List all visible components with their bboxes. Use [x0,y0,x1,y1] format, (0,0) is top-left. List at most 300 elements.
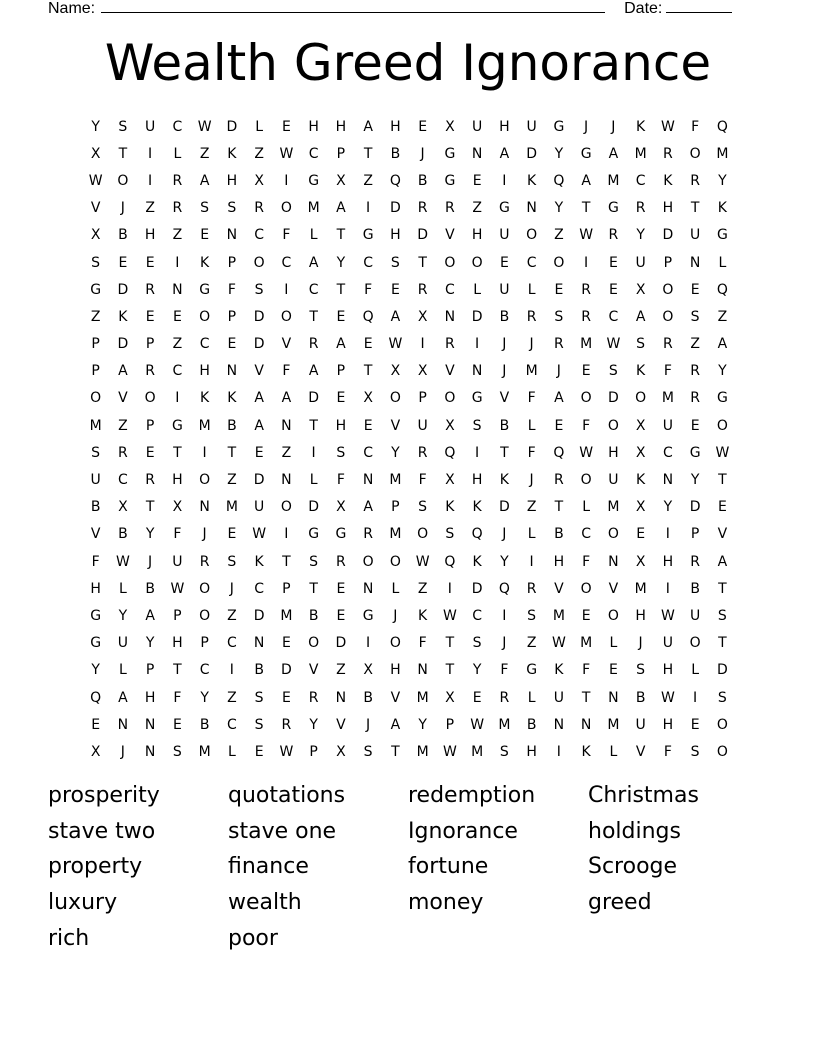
grid-letter: I [148,172,153,189]
grid-letter: X [363,662,373,679]
grid-letter: C [526,254,537,271]
grid-letter: K [118,308,128,325]
header-line [48,0,732,18]
grid-letter: R [635,200,646,217]
grid-letter: T [445,662,455,679]
grid-letter: O [662,308,674,325]
grid-letter: V [281,336,292,353]
grid-letter: G [716,390,728,407]
grid-letter: A [336,336,346,353]
grid-letter: Y [663,499,673,516]
grid-letter: F [582,662,591,679]
grid-letter: D [389,200,401,217]
grid-letter: U [117,635,128,652]
grid-letter: A [363,118,373,135]
grid-letter: B [417,172,428,189]
grid-letter: O [280,308,292,325]
grid-letter: E [281,118,291,135]
grid-letter: Z [145,200,155,217]
word-list-item: finance [228,854,309,880]
grid-letter: Z [90,308,101,325]
grid-letter: S [717,689,727,706]
grid-letter: P [173,607,182,624]
grid-letter: Z [227,472,237,489]
grid-letter: I [311,444,316,461]
grid-letter: O [199,580,211,597]
grid-letter: G [553,118,565,135]
grid-letter: W [579,444,594,461]
grid-letter: K [717,200,727,217]
word-list-item: luxury [48,890,118,916]
grid-letter: M [607,172,620,189]
grid-letter: E [554,281,564,298]
grid-letter: X [336,172,346,189]
word-list [48,778,768,956]
grid-letter: S [717,607,727,624]
grid-letter: T [227,444,237,461]
grid-letter: G [444,145,456,162]
grid-letter: R [663,336,673,353]
grid-letter: F [527,444,536,461]
grid-letter: H [471,472,483,489]
grid-letter: S [390,254,400,271]
grid-letter: G [526,662,538,679]
grid-letter: M [525,363,538,380]
grid-letter: N [199,499,210,516]
grid-letter: B [199,716,210,733]
grid-letter: Z [227,607,237,624]
grid-letter: N [580,716,592,733]
grid-letter: Z [690,336,700,353]
grid-letter: U [635,254,646,271]
grid-letter: L [609,635,618,652]
grid-letter: Z [717,308,728,325]
grid-letter: X [635,281,646,298]
grid-letter: B [227,417,237,434]
grid-letter: Q [716,118,728,135]
grid-letter: X [445,689,455,706]
grid-letter: H [144,227,156,244]
grid-letter: O [471,254,483,271]
grid-letter: V [336,716,346,733]
grid-letter: C [635,172,646,189]
grid-letter: P [663,254,673,271]
grid-letter: L [309,227,318,244]
grid-letter: K [200,390,210,407]
grid-letter: U [172,553,183,570]
grid-letter: R [499,689,510,706]
grid-letter: S [636,336,646,353]
grid-letter: K [227,145,237,162]
grid-letter: B [554,526,564,543]
grid-letter: D [716,662,728,679]
grid-letter: U [526,118,537,135]
grid-letter: G [471,390,483,407]
grid-letter: Z [526,635,537,652]
grid-letter: B [526,716,537,733]
grid-letter: H [308,118,319,135]
grid-letter: M [225,499,238,516]
grid-letter: G [498,200,510,217]
grid-letter: S [554,308,564,325]
grid-letter: U [635,716,646,733]
grid-letter: H [172,635,183,652]
grid-letter: S [118,118,128,135]
grid-letter: H [608,444,619,461]
grid-letter: P [336,145,346,162]
grid-letter: I [175,254,180,271]
grid-letter: N [281,472,292,489]
grid-letter: T [718,580,727,597]
grid-letter: R [690,553,700,570]
grid-letter: N [471,363,483,380]
grid-letter: I [447,580,452,597]
grid-letter: C [199,336,210,353]
grid-letter: P [200,635,209,652]
grid-letter: E [145,308,155,325]
grid-letter: X [90,743,101,760]
grid-letter: P [336,363,346,380]
grid-letter: T [690,200,700,217]
grid-letter: J [502,635,507,652]
grid-letter: D [607,390,619,407]
grid-letter: T [391,743,400,760]
grid-letter: E [200,227,210,244]
grid-letter: U [553,689,564,706]
grid-letter: Z [554,227,564,244]
grid-letter: H [471,227,483,244]
grid-letter: I [475,444,480,461]
grid-letter: P [690,526,700,543]
grid-letter: J [502,526,507,543]
grid-letter: N [362,580,374,597]
grid-letter: R [363,526,373,543]
grid-letter: K [636,118,646,135]
grid-letter: R [199,553,210,570]
grid-letter: V [499,390,510,407]
grid-letter: J [556,363,561,380]
grid-letter: Z [281,444,292,461]
grid-letter: G [308,526,320,543]
grid-letter: E [172,716,182,733]
grid-letter: J [202,526,207,543]
grid-letter: U [690,227,701,244]
grid-letter: R [417,200,428,217]
grid-letter: V [118,390,128,407]
name-field[interactable] [101,0,605,13]
grid-letter: N [172,281,183,298]
grid-letter: L [527,281,536,298]
grid-letter: B [363,689,373,706]
grid-letter: C [117,472,128,489]
grid-letter: A [308,254,319,271]
grid-letter: V [390,417,401,434]
grid-letter: F [282,363,291,380]
grid-letter: H [526,743,537,760]
grid-letter: M [607,716,620,733]
grid-letter: H [635,607,646,624]
grid-letter: Q [553,172,565,189]
grid-letter: Q [553,444,565,461]
word-list-item: Scrooge [588,854,678,880]
grid-letter: E [254,444,264,461]
grid-letter: P [227,308,237,325]
grid-letter: E [145,254,155,271]
grid-letter: C [662,444,673,461]
grid-letter: S [472,417,482,434]
date-field[interactable] [666,0,732,13]
grid-letter: X [635,499,646,516]
grid-letter: I [420,336,425,353]
grid-letter: J [502,363,507,380]
grid-letter: P [91,363,100,380]
grid-letter: H [335,118,347,135]
grid-letter: E [554,417,564,434]
grid-letter: S [254,689,264,706]
grid-letter: Z [172,336,183,353]
grid-letter: T [500,444,509,461]
grid-letter: A [254,390,264,407]
grid-letter: H [662,716,674,733]
grid-letter: B [118,227,128,244]
grid-letter: S [690,743,700,760]
grid-letter: A [499,145,510,162]
grid-letter: C [308,145,319,162]
grid-letter: P [145,417,155,434]
grid-letter: M [416,743,429,760]
grid-letter: B [145,580,155,597]
grid-letter: R [690,390,700,407]
grid-letter: V [554,580,564,597]
grid-letter: V [635,743,646,760]
grid-letter: P [227,254,237,271]
grid-letter: S [690,308,700,325]
grid-letter: X [90,227,101,244]
word-list-item: greed [588,890,652,916]
grid-letter: O [526,227,538,244]
grid-letter: J [229,580,234,597]
grid-letter: E [91,716,101,733]
grid-letter: V [90,526,101,543]
grid-letter: E [581,607,591,624]
grid-letter: C [281,254,292,271]
grid-letter: L [173,145,182,162]
grid-letter: O [253,254,265,271]
grid-letter: E [690,417,700,434]
grid-letter: A [308,363,319,380]
grid-letter: Y [690,472,700,489]
grid-letter: R [554,336,564,353]
grid-letter: X [90,145,101,162]
grid-letter: W [388,336,403,353]
grid-letter: P [391,499,400,516]
grid-letter: E [418,118,428,135]
grid-letter: I [284,281,289,298]
grid-letter: T [581,689,591,706]
grid-letter: X [417,308,428,325]
grid-letter: G [607,200,619,217]
page-title: Wealth Greed Ignorance [104,34,712,92]
grid-letter: Z [199,145,210,162]
grid-letter: D [689,499,701,516]
grid-letter: V [445,227,455,244]
grid-letter: T [336,227,346,244]
grid-letter: T [145,499,155,516]
grid-letter: F [582,417,591,434]
grid-letter: S [527,607,537,624]
grid-letter: C [308,281,319,298]
word-list-item: poor [228,925,278,951]
grid-letter: T [309,580,318,597]
grid-letter: W [606,336,621,353]
grid-letter: U [662,635,673,652]
grid-letter: P [145,336,155,353]
grid-letter: M [389,472,402,489]
grid-letter: H [553,553,565,570]
grid-letter: G [716,227,728,244]
grid-letter: F [418,472,427,489]
grid-letter: R [608,227,619,244]
grid-letter: O [308,635,320,652]
grid-letter: H [390,662,401,679]
word-list-item: property [48,854,143,880]
grid-letter: T [418,254,427,271]
grid-letter: A [554,390,564,407]
grid-letter: M [471,743,484,760]
grid-letter: Y [418,716,427,733]
grid-letter: R [281,716,292,733]
grid-letter: L [582,499,591,516]
grid-letter: Z [172,227,183,244]
date-label: Date: [624,0,663,17]
grid-letter: C [472,607,483,624]
grid-letter: Y [200,689,209,706]
grid-letter: Y [309,716,318,733]
grid-letter: M [661,390,674,407]
grid-letter: E [581,363,591,380]
grid-letter: O [144,390,156,407]
grid-letter: Y [554,200,564,217]
grid-letter: H [172,472,183,489]
grid-letter: J [366,716,371,733]
grid-letter: V [445,363,455,380]
grid-letter: R [554,472,564,489]
grid-letter: I [366,635,371,652]
grid-letter: H [662,553,674,570]
grid-letter: X [635,444,646,461]
grid-letter: S [336,444,346,461]
grid-letter: X [417,363,428,380]
grid-letter: I [148,145,153,162]
grid-letter: M [580,336,593,353]
grid-letter: E [227,526,237,543]
grid-letter: J [638,635,643,652]
grid-letter: E [281,635,291,652]
grid-letter: L [473,281,482,298]
grid-letter: V [308,662,319,679]
grid-letter: O [199,472,211,489]
grid-letter: R [254,200,264,217]
grid-letter: Z [472,200,482,217]
grid-letter: C [363,444,374,461]
grid-letter: A [717,553,728,570]
grid-letter: K [418,607,428,624]
grid-letter: W [415,553,430,570]
grid-letter: H [199,363,210,380]
grid-letter: N [281,417,292,434]
grid-letter: U [417,417,428,434]
grid-letter: B [90,499,101,516]
grid-letter: R [172,172,183,189]
grid-letter: D [662,227,674,244]
grid-letter: X [118,499,128,516]
grid-letter: K [254,553,264,570]
grid-letter: A [390,716,401,733]
grid-letter: O [580,580,592,597]
grid-letter: H [499,118,510,135]
grid-letter: E [608,281,618,298]
grid-letter: T [445,635,455,652]
grid-letter: R [172,200,183,217]
grid-letter: V [390,689,401,706]
grid-letter: I [202,444,207,461]
grid-letter: K [663,172,673,189]
word-list-item: holdings [588,818,681,844]
grid-letter: L [691,662,700,679]
grid-letter: D [253,607,265,624]
grid-letter: O [444,254,456,271]
grid-letter: F [691,118,700,135]
grid-letter: C [172,363,183,380]
grid-letter: B [254,662,264,679]
grid-letter: R [308,336,319,353]
grid-letter: U [499,281,510,298]
grid-letter: E [499,254,509,271]
word-list-item: redemption [408,783,536,809]
grid-letter: Q [716,281,728,298]
grid-letter: E [281,689,291,706]
grid-letter: O [199,308,211,325]
grid-letter: S [200,200,210,217]
grid-letter: K [227,390,237,407]
grid-letter: P [309,743,318,760]
grid-letter: K [499,472,509,489]
grid-letter: H [144,689,156,706]
grid-letter: F [582,553,591,570]
grid-letter: Y [554,145,564,162]
grid-letter: A [118,689,128,706]
grid-letter: O [280,499,292,516]
grid-letter: N [226,363,238,380]
grid-letter: X [172,499,183,516]
grid-letter: R [581,308,591,325]
grid-letter: W [442,607,457,624]
grid-letter: A [199,172,210,189]
grid-letter: E [472,689,482,706]
grid-letter: S [91,444,101,461]
grid-letter: C [226,635,237,652]
grid-letter: Y [91,118,100,135]
grid-letter: V [254,363,264,380]
grid-letter: A [281,390,292,407]
grid-letter: T [118,145,128,162]
grid-letter: U [690,607,701,624]
grid-letter: X [635,417,646,434]
grid-letter: S [309,553,319,570]
grid-letter: M [716,145,729,162]
grid-letter: S [418,499,428,516]
grid-letter: D [308,499,320,516]
